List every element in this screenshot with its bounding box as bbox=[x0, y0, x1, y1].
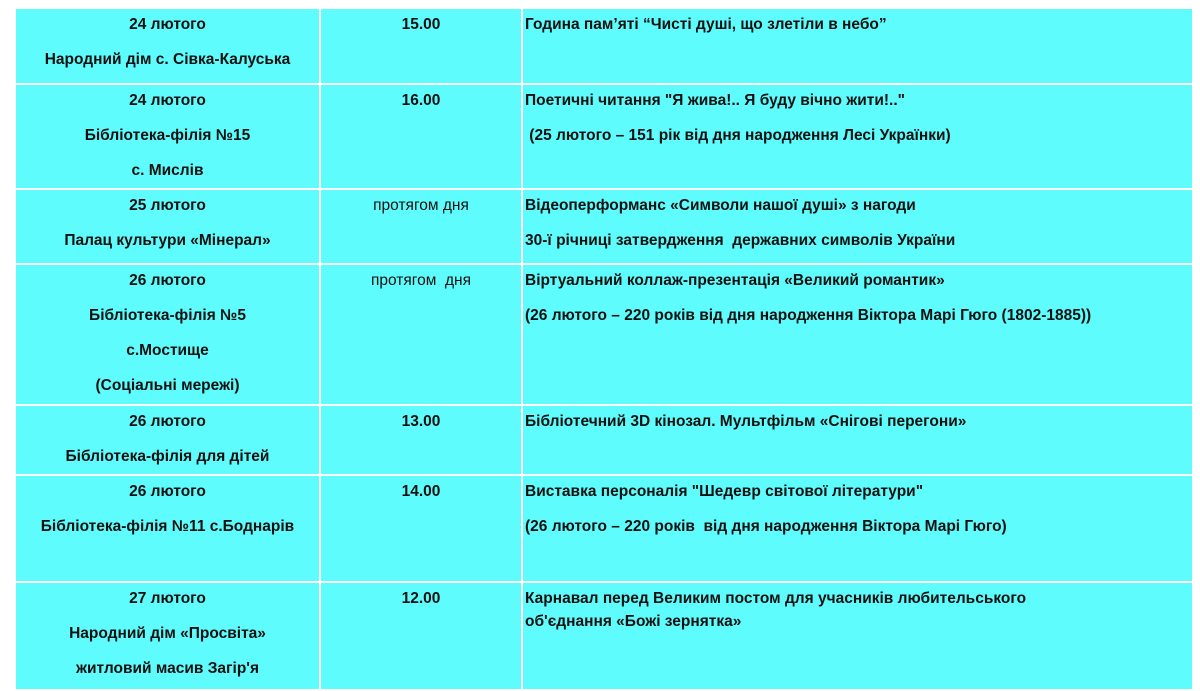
date-text: 26 лютого bbox=[129, 483, 206, 500]
venue-text: Бібліотека-філія №11 с.Боднарів bbox=[40, 518, 295, 535]
place-cell bbox=[15, 264, 320, 405]
event-cell bbox=[522, 264, 1193, 405]
time-text: 16.00 bbox=[401, 92, 441, 109]
place-cell bbox=[15, 84, 320, 189]
place-cell bbox=[15, 8, 320, 84]
time-cell bbox=[320, 582, 522, 690]
time-text: 14.00 bbox=[401, 483, 441, 500]
table-row bbox=[15, 582, 1193, 690]
time-text: протягом дня bbox=[373, 197, 469, 214]
event-cell bbox=[522, 582, 1193, 690]
district-text: житловий масив Загір'я bbox=[75, 660, 260, 677]
place-cell bbox=[15, 582, 320, 690]
time-text: 15.00 bbox=[401, 16, 441, 33]
date-text: 26 лютого bbox=[129, 272, 206, 289]
time-cell bbox=[320, 264, 522, 405]
time-cell bbox=[320, 84, 522, 189]
place-cell bbox=[15, 189, 320, 264]
table-row bbox=[15, 84, 1193, 189]
event-note-text: (26 лютого – 220 років від дня народження Віктора Марі Гюго) bbox=[525, 518, 1007, 535]
event-text: Віртуальний коллаж-презентація «Великий романтик» bbox=[525, 272, 945, 289]
date-text: 24 лютого bbox=[129, 16, 206, 33]
event-note-text: 30-ї річниці затвердження державних символів України bbox=[525, 232, 956, 249]
venue-text: Народний дім «Просвіта» bbox=[69, 625, 266, 642]
table-row bbox=[15, 475, 1193, 582]
schedule-table bbox=[14, 7, 1194, 691]
village-text: с.Мостище bbox=[126, 342, 209, 359]
event-continuation-text: об'єднання «Божі зернятка» bbox=[525, 613, 742, 630]
place-cell bbox=[15, 405, 320, 475]
table-row bbox=[15, 8, 1193, 84]
event-text: Година пам’яті “Чисті душі, що злетіли в небо” bbox=[525, 16, 887, 33]
time-cell bbox=[320, 475, 522, 582]
venue-text: Бібліотека-філія №5 bbox=[89, 307, 246, 324]
event-text: Виставка персоналія "Шедевр світової літератури" bbox=[525, 483, 924, 500]
village-text: с. Мислів bbox=[131, 162, 204, 179]
event-cell bbox=[522, 405, 1193, 475]
event-text: Карнавал перед Великим постом для учасників любительського bbox=[525, 590, 1027, 607]
venue-text: Бібліотека-філія №15 bbox=[84, 127, 251, 144]
place-cell bbox=[15, 475, 320, 582]
table-row bbox=[15, 189, 1193, 264]
table-row bbox=[15, 405, 1193, 475]
event-note-text: (25 лютого – 151 рік від дня народження Лесі Українки) bbox=[525, 127, 951, 144]
format-text: (Соціальні мережі) bbox=[95, 377, 240, 394]
time-cell bbox=[320, 8, 522, 84]
date-text: 27 лютого bbox=[129, 590, 206, 607]
event-text: Відеоперформанс «Символи нашої душі» з нагоди bbox=[525, 197, 916, 214]
event-cell bbox=[522, 84, 1193, 189]
event-cell bbox=[522, 475, 1193, 582]
time-text: протягом дня bbox=[371, 272, 471, 289]
time-text: 13.00 bbox=[401, 413, 441, 430]
date-text: 24 лютого bbox=[129, 92, 206, 109]
date-text: 25 лютого bbox=[129, 197, 206, 214]
event-cell bbox=[522, 189, 1193, 264]
venue-text: Народний дім с. Сівка-Калуська bbox=[44, 51, 291, 68]
time-cell bbox=[320, 189, 522, 264]
event-cell bbox=[522, 8, 1193, 84]
time-cell bbox=[320, 405, 522, 475]
time-text: 12.00 bbox=[401, 590, 441, 607]
event-text: Бібліотечний 3D кінозал. Мультфільм «Снігові перегони» bbox=[525, 413, 967, 430]
venue-text: Палац культури «Мінерал» bbox=[64, 232, 271, 249]
date-text: 26 лютого bbox=[129, 413, 206, 430]
venue-text: Бібліотека-філія для дітей bbox=[65, 448, 270, 465]
event-note-text: (26 лютого – 220 років від дня народження Віктора Марі Гюго (1802-1885)) bbox=[525, 307, 1092, 324]
table-row bbox=[15, 264, 1193, 405]
event-text: Поетичні читання "Я жива!.. Я буду вічно жити!.." bbox=[525, 92, 906, 109]
